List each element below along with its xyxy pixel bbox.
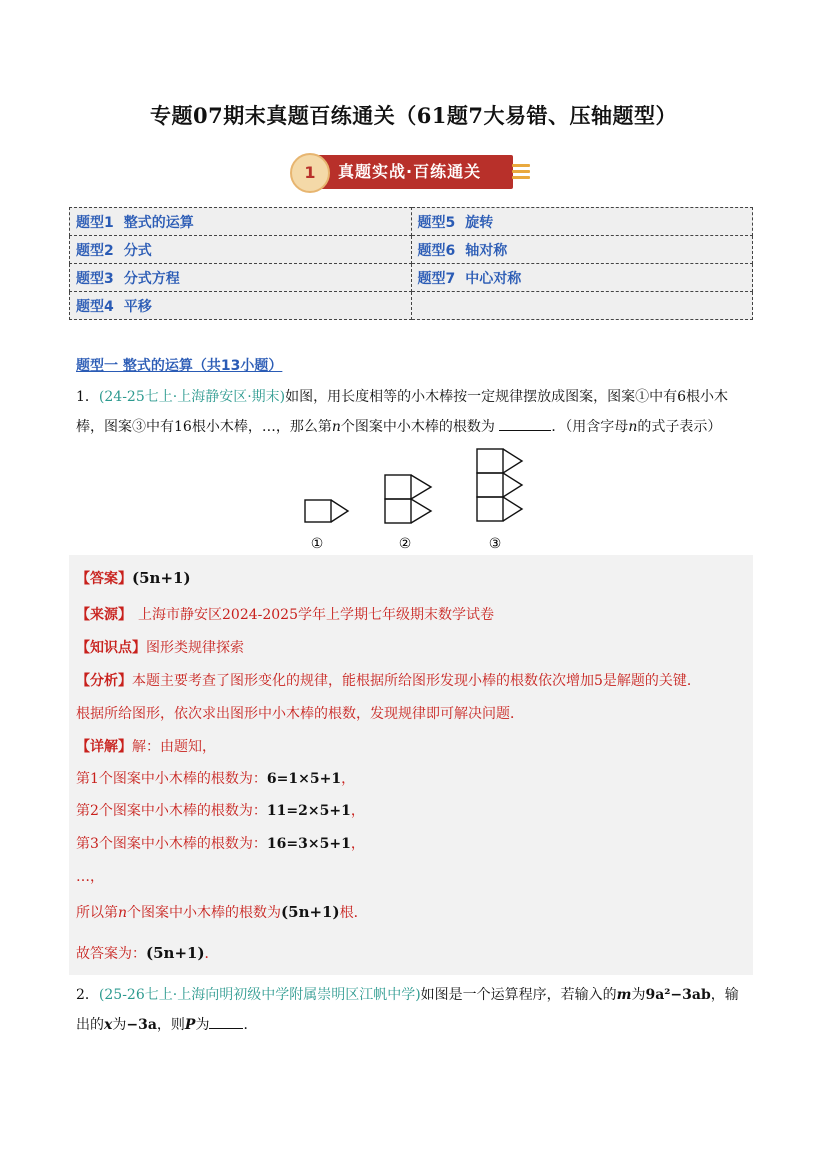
figure-1-triangle	[331, 500, 348, 522]
question-2-line-1: 2．(25-26七上·上海向明初级中学附属崇明区江帆中学)如图是一个运算程序，若输入的m为9a²−3ab，输	[76, 987, 739, 1003]
table-row	[70, 264, 753, 292]
figure-1-square	[305, 500, 331, 522]
figure-label: ③	[488, 536, 502, 552]
type-link[interactable]: 题型2 分式	[70, 236, 412, 264]
final-answer: 故答案为：(5n+1)．	[76, 944, 219, 962]
page-title: 专题07期末真题百练通关（61题7大易错、压轴题型）	[149, 103, 678, 128]
type-link[interactable]: 题型7 中心对称	[411, 264, 753, 292]
banner-number: 1	[290, 153, 330, 193]
type-link[interactable]: 题型5 旋转	[411, 208, 753, 236]
question-source[interactable]: (25-26七上·上海向明初级中学附属崇明区江帆中学)	[98, 987, 421, 1003]
type-link[interactable]: 题型1 整式的运算	[70, 208, 412, 236]
detail-step-3: 第3个图案中小木棒的根数为：16=3×5+1，	[76, 836, 365, 852]
figure-3-triangles	[503, 449, 522, 521]
detail-conclusion: 所以第n个图案中小木棒的根数为(5n+1)根．	[76, 903, 368, 921]
table-row	[70, 236, 753, 264]
analysis-line: 【分析】本题主要考查了图形变化的规律，能根据所给图形发现小棒的根数依次增加5是解题的关键．	[76, 673, 701, 689]
question-1-line-2: 棒，图案③中有16根小木棒，…，那么第n个图案中小木棒的根数为 ．（用含字母n的式子表示）	[76, 412, 754, 442]
question-1-line-1: 1．(24-25七上·上海静安区·期末)如图，用长度相等的小木棒按一定规律摆放成图案，图案①中有6根小木	[76, 389, 729, 405]
banner-text: 真题实战·百练通关	[338, 162, 482, 181]
knowledge-point-line: 【知识点】图形类规律探索	[76, 640, 244, 656]
figure-3-square	[477, 497, 503, 521]
detail-line: 【详解】解：由题知，	[76, 739, 216, 755]
type-link[interactable]: 题型4 平移	[70, 292, 412, 320]
question-2-line-2: 出的x为−3a，则P为 ．	[76, 1010, 754, 1040]
figure-2-triangles	[411, 475, 431, 523]
detail-ellipsis: …，	[76, 869, 104, 885]
answer-blank	[209, 1014, 243, 1029]
answer-blank	[499, 416, 551, 431]
figure-3-square	[477, 449, 503, 473]
empty-cell	[411, 292, 753, 320]
question-source[interactable]: (24-25七上·上海静安区·期末)	[98, 389, 286, 405]
figure-label: ②	[398, 536, 412, 552]
table-row	[70, 292, 753, 320]
type-link[interactable]: 题型3 分式方程	[70, 264, 412, 292]
analysis-line-2: 根据所给图形，依次求出图形中小木棒的根数，发现规律即可解决问题．	[76, 706, 524, 722]
figure-2-square	[385, 499, 411, 523]
detail-step-1: 第1个图案中小木棒的根数为：6=1×5+1，	[76, 771, 356, 787]
section-heading[interactable]: 题型一 整式的运算（共13小题）	[76, 358, 283, 374]
detail-step-2: 第2个图案中小木棒的根数为：11=2×5+1，	[76, 803, 365, 819]
type-link[interactable]: 题型6 轴对称	[411, 236, 753, 264]
question-type-table	[69, 207, 753, 320]
figure-3-square	[477, 473, 503, 497]
figure-label: ①	[310, 536, 324, 552]
section-banner	[290, 153, 535, 191]
banner-stripes-icon	[512, 164, 530, 182]
answer-line: 【答案】(5n+1)	[76, 569, 191, 587]
source-line: 【来源】 上海市静安区2024-2025学年上学期七年级期末数学试卷	[76, 607, 494, 623]
figure-2-square	[385, 475, 411, 499]
question-2	[76, 980, 754, 1040]
stick-pattern-figures	[290, 440, 550, 555]
question-1	[76, 382, 754, 442]
table-row	[70, 208, 753, 236]
